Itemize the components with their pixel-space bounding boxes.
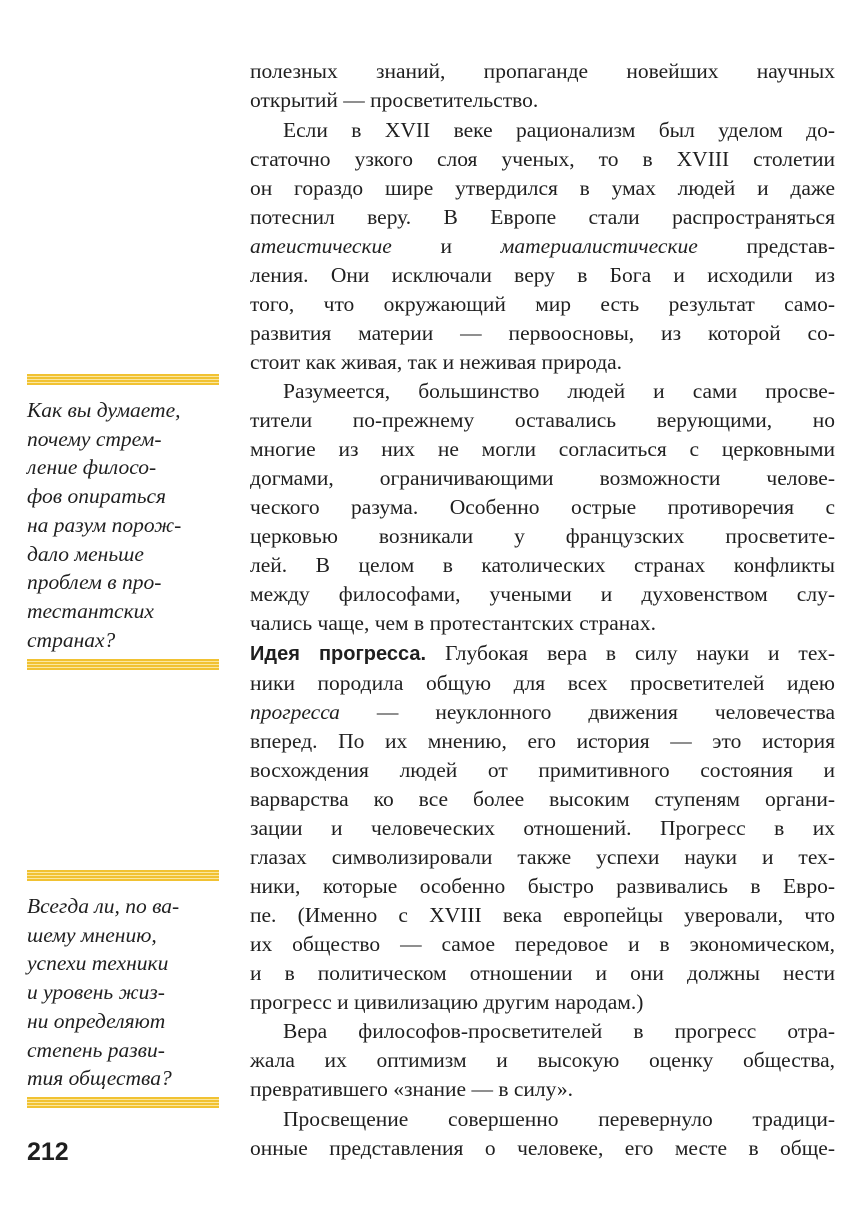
note-line: Как вы думаете, bbox=[27, 398, 181, 422]
text-line: и в политическом отношении и они должны нести bbox=[250, 960, 835, 985]
note-line: степень разви- bbox=[27, 1037, 165, 1062]
note-line: проблем в про- bbox=[27, 570, 162, 595]
margin-question-1 bbox=[27, 396, 219, 654]
text-line: между философами, учеными и духовенством слу- bbox=[250, 582, 835, 607]
margin-bar-top-1 bbox=[27, 374, 219, 385]
text-run: Глубокая вера в силу науки и тех- bbox=[426, 641, 835, 666]
text-run: и bbox=[391, 233, 501, 258]
term-atheistic: атеистические bbox=[250, 233, 392, 258]
text-line: их общество — самое передовое и в экономическом, bbox=[250, 931, 835, 956]
text-line: открытий — просветительство. bbox=[250, 87, 539, 112]
text-line: восхождения людей от примитивного состояния и bbox=[250, 757, 835, 782]
text-line: тители по-прежнему оставались верующими, но bbox=[250, 408, 835, 433]
margin-bar-bottom-2 bbox=[27, 1097, 219, 1108]
text-line: потеснил веру. В Европе стали распространяться bbox=[250, 204, 835, 229]
margin-bar-bottom-1 bbox=[27, 659, 219, 670]
text-line-with-heading bbox=[250, 639, 835, 669]
text-line: вперед. По их мнению, его история — это история bbox=[250, 728, 835, 753]
note-line: дало меньше bbox=[27, 541, 144, 566]
text-line: прогресс и цивилизацию другим народам.) bbox=[250, 989, 644, 1014]
text-line: Если в XVII веке рационализм был уделом до- bbox=[283, 117, 835, 142]
note-line: шему мнению, bbox=[27, 922, 157, 947]
term-materialistic: материалистические bbox=[500, 233, 698, 258]
main-text bbox=[250, 57, 835, 1164]
text-line: церковью возникали у французских просветите- bbox=[250, 524, 835, 549]
paragraph-5 bbox=[250, 1017, 835, 1104]
text-line: жала их оптимизм и высокую оценку общества, bbox=[250, 1048, 835, 1073]
note-line: Всегда ли, по ва- bbox=[27, 894, 180, 918]
text-run: представ- bbox=[697, 233, 835, 258]
text-line: того, что окружающий мир есть результат само- bbox=[250, 291, 835, 316]
text-line: варварства ко все более высоким ступеням органи- bbox=[250, 786, 835, 811]
note-line: на разум порож- bbox=[27, 512, 182, 537]
page-number: 212 bbox=[27, 1138, 69, 1166]
paragraph-3 bbox=[250, 377, 835, 638]
note-line: странах? bbox=[27, 627, 116, 652]
margin-bar-top-2 bbox=[27, 870, 219, 881]
note-line: тия общества? bbox=[27, 1066, 172, 1091]
text-line: ники, которые особенно быстро развивались в Евро- bbox=[250, 873, 835, 898]
note-line: успехи техники bbox=[27, 951, 169, 976]
paragraph-6 bbox=[250, 1105, 835, 1163]
text-line: ники породила общую для всех просветителей идею bbox=[250, 671, 835, 696]
text-line: стоит как живая, так и неживая природа. bbox=[250, 349, 623, 374]
note-line: ни определяют bbox=[27, 1008, 166, 1033]
note-line: фов опираться bbox=[27, 484, 167, 509]
term-progress: прогресса bbox=[250, 699, 340, 724]
note-line: почему стрем- bbox=[27, 426, 162, 451]
text-line: превратившего «знание — в силу». bbox=[250, 1077, 574, 1102]
text-line: лей. В целом в католических странах конфликты bbox=[250, 553, 835, 578]
text-run: — неуклонного движения человечества bbox=[339, 699, 835, 724]
text-line: развития материи — первоосновы, из которой со- bbox=[250, 320, 835, 345]
section-heading: Идея прогресса. bbox=[250, 643, 427, 666]
text-line: Вера философов-просветителей в прогресс отра- bbox=[283, 1019, 835, 1044]
text-line-italic-terms bbox=[250, 232, 835, 261]
text-line: полезных знаний, пропаганде новейших научных bbox=[250, 59, 835, 83]
text-line: он гораздо шире утвердился в умах людей и даже bbox=[250, 175, 835, 200]
text-line: ления. Они исключали веру в Бога и исходили из bbox=[250, 262, 835, 287]
text-line: многие из них не могли согласиться с церковными bbox=[250, 437, 835, 462]
paragraph-4 bbox=[250, 639, 835, 1016]
text-line: Разумеется, большинство людей и сами просве- bbox=[283, 379, 835, 404]
paragraph-2 bbox=[250, 116, 835, 377]
text-line: онные представления о человеке, его месте в обще- bbox=[250, 1136, 835, 1161]
text-line-italic-term bbox=[250, 698, 835, 727]
note-line: и уровень жиз- bbox=[27, 980, 165, 1005]
text-line: пе. (Именно с XVIII века европейцы уверовали, что bbox=[250, 902, 835, 927]
text-line: статочно узкого слоя ученых, то в XVIII столетии bbox=[250, 146, 835, 171]
text-line: догмами, ограничивающими возможности челове- bbox=[250, 466, 835, 491]
note-line: тестантских bbox=[27, 598, 154, 623]
text-line: Просвещение совершенно перевернуло традици- bbox=[283, 1107, 835, 1132]
text-line: ческого разума. Особенно острые противоречия с bbox=[250, 495, 835, 520]
note-line: ление филосо- bbox=[27, 455, 157, 480]
paragraph-1 bbox=[250, 57, 835, 115]
text-line: глазах символизировали также успехи науки и тех- bbox=[250, 844, 835, 869]
text-line: чались чаще, чем в протестантских странах. bbox=[250, 611, 656, 636]
margin-question-2 bbox=[27, 892, 219, 1093]
text-line: зации и человеческих отношений. Прогресс в их bbox=[250, 815, 835, 840]
